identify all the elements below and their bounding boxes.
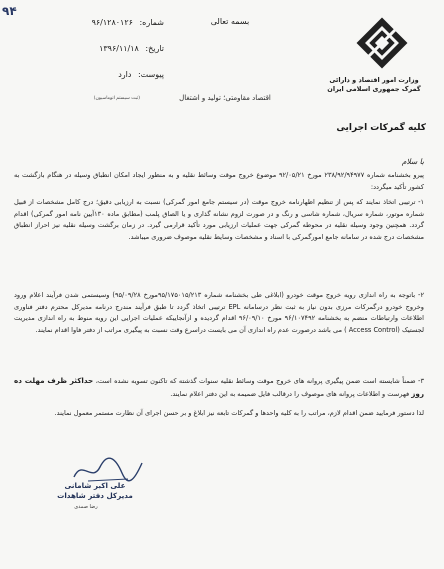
- letter-date-label: تاریخ:: [145, 44, 164, 53]
- item-3-text-b: فهرست و اطلاعات پروانه های موصوف را درقالب فایل ضمیمه به این دفتر اعلام نمایند.: [170, 389, 410, 398]
- slogan: اقتصاد مقاومتی؛ تولید و اشتغال: [179, 94, 271, 102]
- letter-date-row: [44, 44, 164, 54]
- signatory-title: مدیرکل دفتر شاهدات: [57, 491, 133, 500]
- item-2-paragraph: ۲- باتوجه به راه اندازی رویه خروج موقت خودرو (ابلاغی طی بخشنامه شماره ۹۵/۱۷۵۰۱۵/۲۱۳مورخ ۹۵/۰۹/۲۸) وسیستمی شدن فرآیند اعلام ورود وخروج خودرو درگمرکات مرزی بدون نیاز به ثبت نظر درسامانه EPL ترتیبی اتخاذ گردد تا طبق فرآیند مندرج درنامه مدیرکل محترم دفتر فناوری اطلاعات وارتباطات منضم به بخشنامه ۹۶/۱۰۷۴۹۲ مورخ ۹۶/۰۹/۱۰ اقدام گردیده و ازآنجاییکه عملیات اجرایی این رویه منوط به راه اندازی مدیریت لجستیک (Access Control ) می باشد درصورت عدم راه اندازی آن می بایست دراسرع وقت نسبت به پیگیری مراتب از دفتر فاوا اقدام نمایند.: [14, 291, 424, 334]
- signatory-name: علی اکبر شامانی: [64, 481, 126, 490]
- item-3-text-a: ۳- ضمناً شایسته است ضمن پیگیری پروانه های خروج موقت وسائط نقلیه سنوات گذشته که تاکنون تسویه نشده است،: [95, 377, 424, 385]
- item-3-deadline: حداکثر ظرف مهلت ده روز: [14, 376, 424, 398]
- signatory-initials: رضا صمدی: [74, 504, 98, 510]
- item-1-paragraph: ۱- ترتیبی اتخاذ نمایند که پس از تنظیم اظهارنامه خروج موقت (در سیستم جامع امور گمرکی) نسبت به ارزیابی دقیق؛ درج کامل مشخصات از قبیل شماره موتور، شماره سریال، شماره شاسی و رنگ و در صورت لزوم نشانه گذاری و یا الصاق پلمب (مطابق ماده ۱۳۰آیین نامه امور گمرکی) اقدام گردد. همچنین وجود وسیله نقلیه در محوطه گمرکی جهت عملیات ارزیابی مورد تأکید قرارمی گیرد. در زمان برگشت وسیله نقلیه نیز احراز انطباق مشخصات درج شده در سامانه جامع امورگمرکی با اسناد و مشخصات وسایط نقلیه موصوف ضروری میباشد.: [14, 198, 424, 241]
- automation-note: (ثبت سیستم اتوماسیون): [93, 96, 140, 101]
- intro-paragraph: پیرو بخشنامه شماره ۲۳۸/۹۲/۹۴۹۷۷ مورخ ۹۲/۰۵/۲۱ موضوع خروج موقت وسائط نقلیه و به منظور ایجاد امکان انطباق وسیله در هنگام بازگشت به کشور تأکید میگردد:: [14, 171, 425, 191]
- attachment-row: [60, 70, 164, 80]
- recipient: کلیه گمرکات اجرایی: [336, 123, 426, 133]
- letter-number-label: شماره:: [139, 18, 164, 27]
- letter-number-value: ۹۶/۱۲۸۰۱۲۶: [91, 18, 133, 27]
- customs-logo: [353, 14, 411, 72]
- customs-name: گمرک جمهوری اسلامی ایران: [327, 85, 421, 93]
- greeting: با سلام: [401, 157, 424, 166]
- letter-number-row: [44, 18, 164, 28]
- basmala: بسمه تعالی: [210, 17, 250, 26]
- ministry-name: وزارت امور اقتصاد و دارائی: [329, 76, 419, 84]
- letter-date-value: ۱۳۹۶/۱۱/۱۸: [99, 44, 139, 53]
- closing-paragraph: لذا دستور فرمایید ضمن اقدام لازم، مراتب را به کلیه واحدها و گمرکات تابعه نیز ابلاغ و بر حسن اجرای آن نظارت مستمر معمول نمایند.: [54, 409, 424, 417]
- attachment-value: دارد: [118, 70, 132, 79]
- item-3-paragraph: [14, 375, 424, 400]
- corner-number: ۹۴: [2, 4, 17, 18]
- attachment-label: پیوست:: [137, 70, 164, 79]
